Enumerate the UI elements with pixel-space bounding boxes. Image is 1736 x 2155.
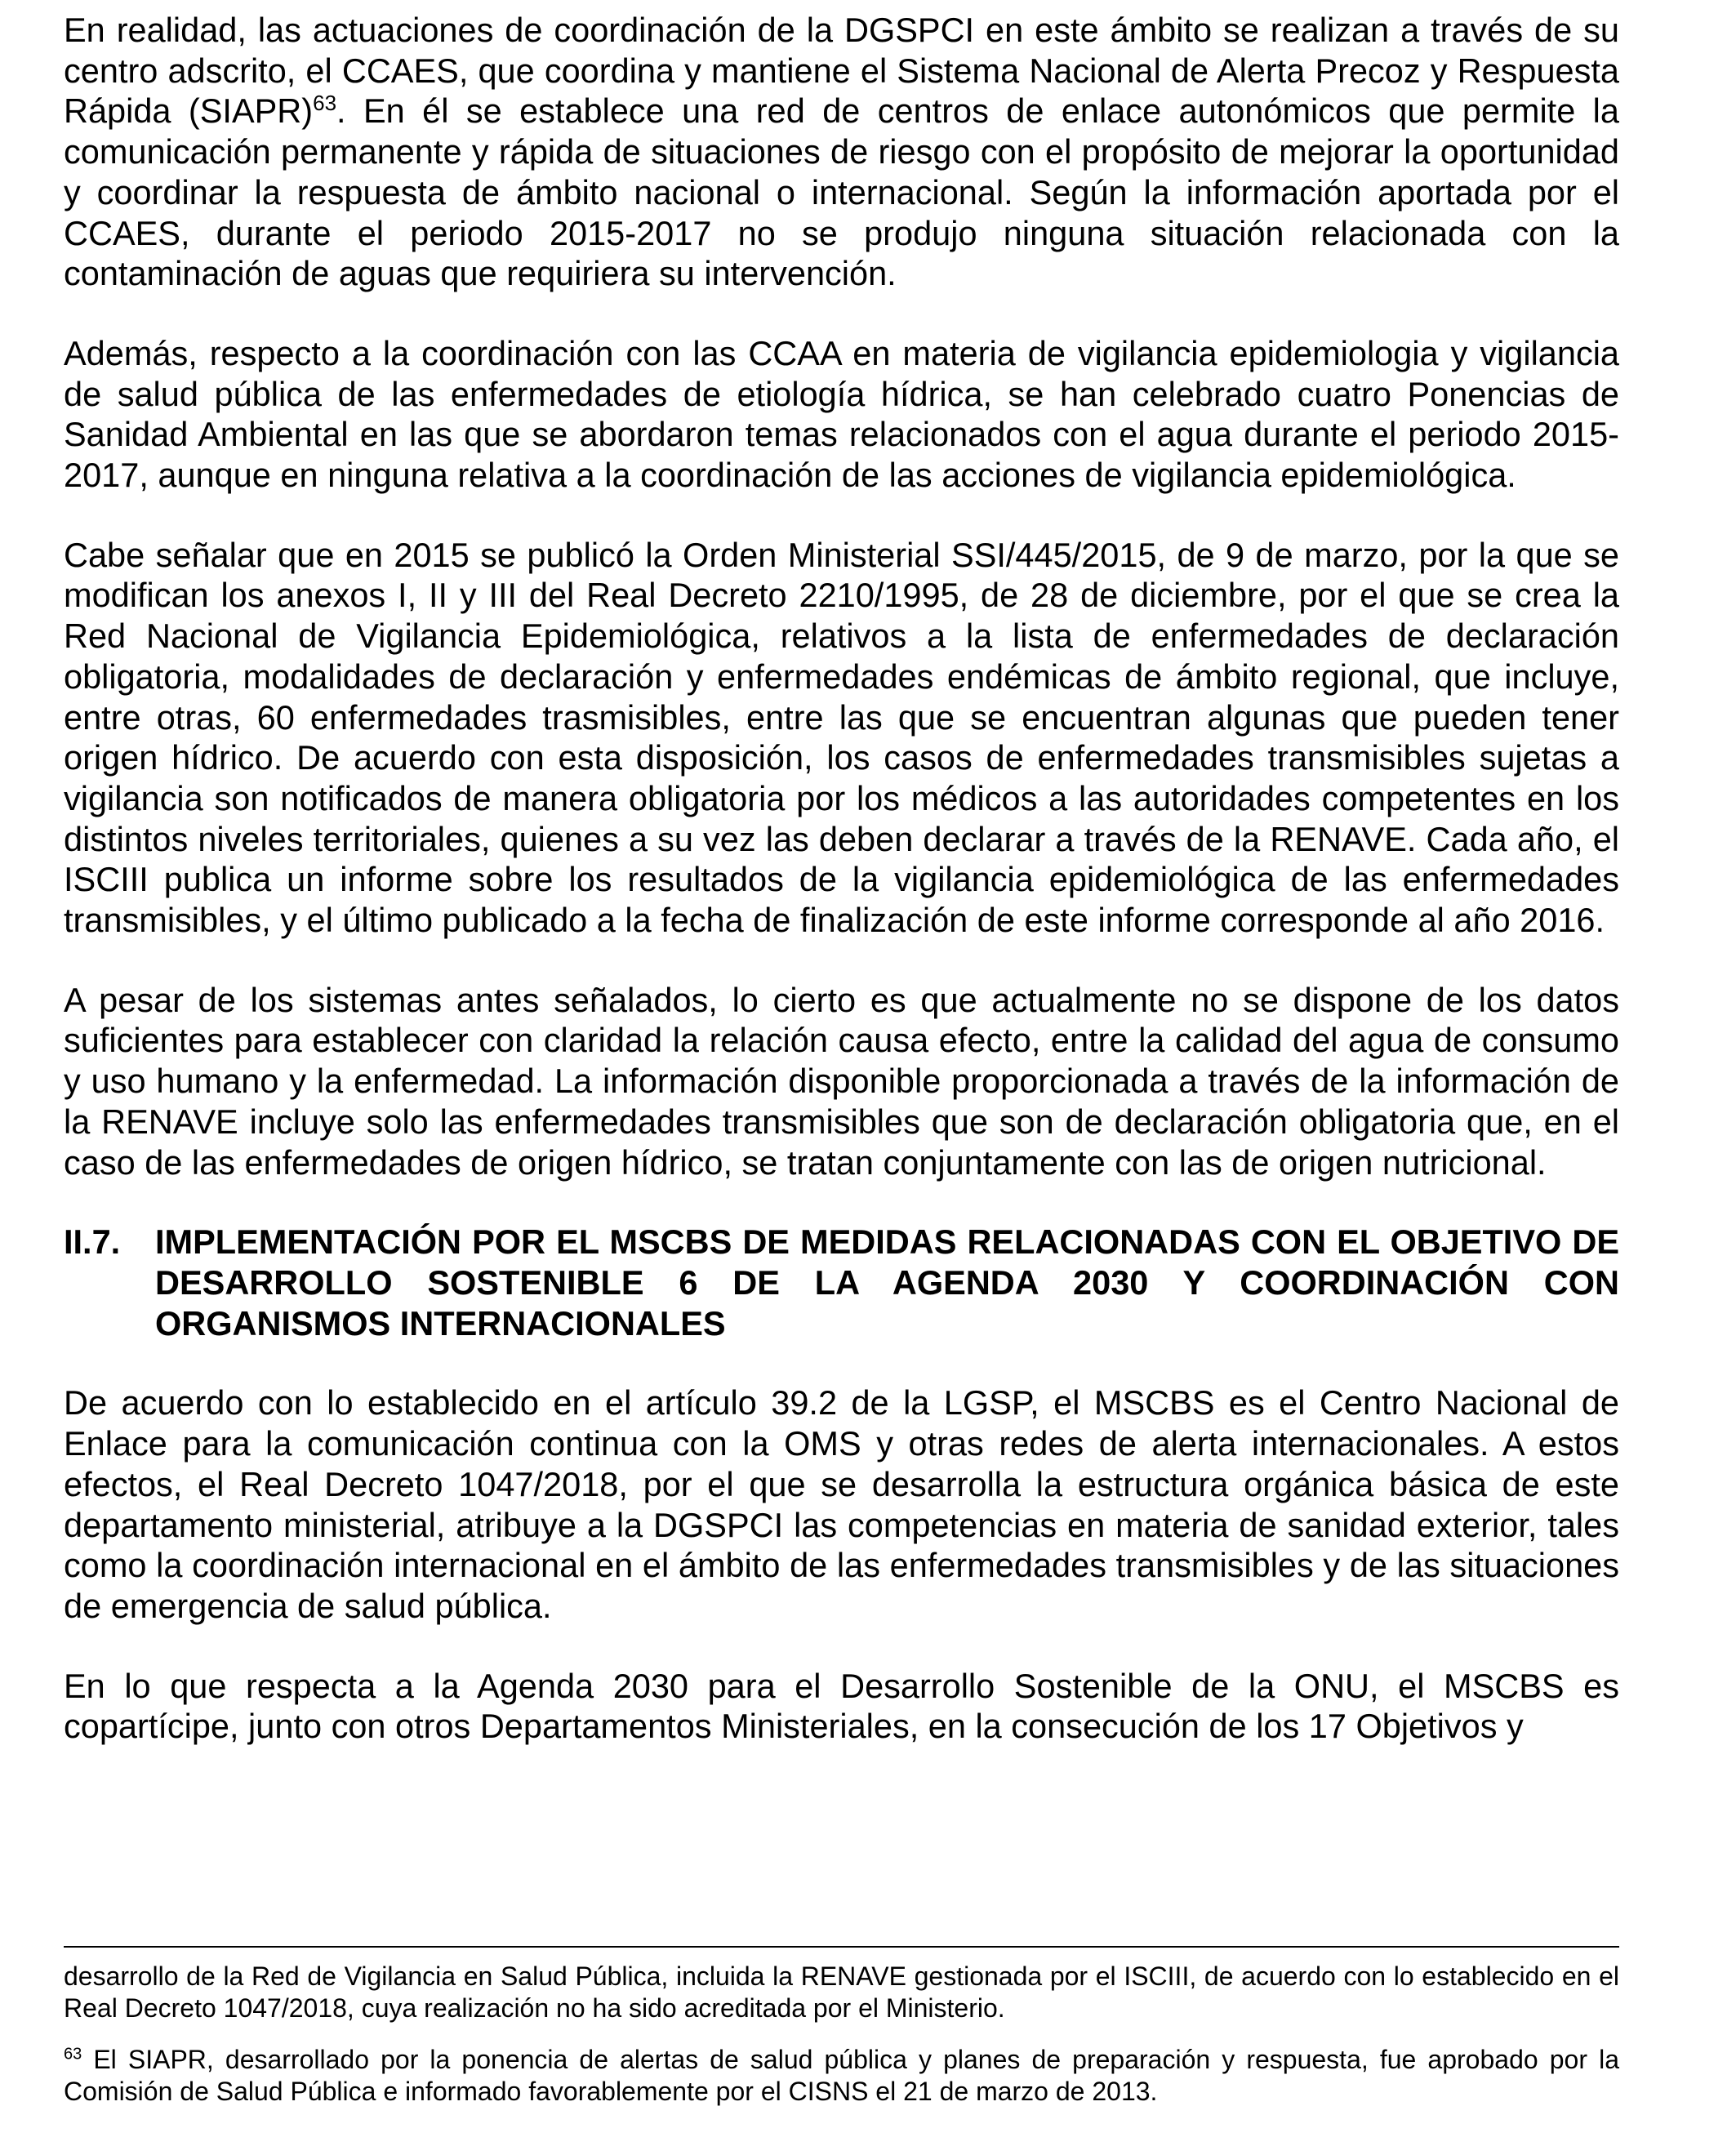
paragraph-agenda-2030: En lo que respecta a la Agenda 2030 para el Desarrollo Sostenible de la ONU, el MSCBS es copartícipe, junto con otros Departamentos Ministeriales, en la consecución de los 17 Objetivos y: [64, 1666, 1619, 1746]
footnotes-area: [64, 1946, 1619, 2107]
footnote-separator: [64, 1946, 1619, 1948]
section-number: II.7.: [64, 1222, 121, 1262]
footnote-63: $^{63}$ El SIAPR, desarrollado por la ponencia de alertas de salud pública y planes de preparación y respuesta, fue aprobado por la Comisión de Salud Pública e informado favorablemente por el CISNS el 21 de marzo de 2013.: [64, 2045, 1619, 2106]
section-title: IMPLEMENTACIÓN POR EL MSCBS DE MEDIDAS RELACIONADAS CON EL OBJETIVO DE DESARROLLO SOSTENIBLE 6 DE LA AGENDA 2030 Y COORDINACIÓN CON ORGANISMOS INTERNACIONALES: [155, 1222, 1619, 1342]
document-body: [64, 10, 1619, 1786]
footnote-marker-63: 63: [64, 2045, 82, 2064]
paragraph-ccaes-siapr: En realidad, las actuaciones de coordinación de la DGSPCI en este ámbito se realizan a través de su centro adscrito, el CCAES, que coordina y mantiene el Sistema Nacional de Alerta Precoz y Respuesta Rápida (SIAPR)$^{63}$. En él se establece una red de centros de enlace autonómicos que permite la comunicación permanente y rápida de situaciones de riesgo con el propósito de mejorar la oportunidad y coordinar la respuesta de ámbito nacional o internacional. Según la información aportada por el CCAES, durante el periodo 2015-2017 no se produjo ninguna situación relacionada con la contaminación de aguas que requiriera su intervención.: [64, 11, 1619, 293]
footnote-ref-63[interactable]: 63: [313, 91, 337, 116]
paragraph-orden-ministerial: Cabe señalar que en 2015 se publicó la Orden Ministerial SSI/445/2015, de 9 de marzo, por la que se modifican los anexos I, II y III del Real Decreto 2210/1995, de 28 de diciembre, por el que se crea la Red Nacional de Vigilancia Epidemiológica, relativos a la lista de enfermedades de declaración obligatoria, modalidades de declaración y enfermedades endémicas de ámbito regional, que incluye, entre otras, 60 enfermedades trasmisibles, entre las que se encuentran algunas que pueden tener origen hídrico. De acuerdo con esta disposición, los casos de enfermedades transmisibles sujetas a vigilancia son notificados de manera obligatoria por los médicos a las autoridades competentes en los distintos niveles territoriales, quienes a su vez las deben declarar a través de la RENAVE. Cada año, el ISCIII publica un informe sobre los resultados de la vigilancia epidemiológica de las enfermedades transmisibles, y el último publicado a la fecha de finalización de este informe corresponde al año 2016.: [64, 535, 1619, 940]
section-heading: [64, 1222, 1619, 1343]
paragraph-data-insufficiency: A pesar de los sistemas antes señalados, lo cierto es que actualmente no se dispone de los datos suficientes para establecer con claridad la relación causa efecto, entre la calidad del agua de consumo y uso humano y la enfermedad. La información disponible proporcionada a través de la información de la RENAVE incluye solo las enfermedades transmisibles que son de declaración obligatoria que, en el caso de las enfermedades de origen hídrico, se tratan conjuntamente con las de origen nutricional.: [64, 980, 1619, 1182]
paragraph-ccaa-coordination: Además, respecto a la coordinación con las CCAA en materia de vigilancia epidemiologia y vigilancia de salud pública de las enfermedades de etiología hídrica, se han celebrado cuatro Ponencias de Sanidad Ambiental en las que se abordaron temas relacionados con el agua durante el periodo 2015-2017, aunque en ninguna relativa a la coordinación de las acciones de vigilancia epidemiológica.: [64, 333, 1619, 495]
paragraph-lgsp-enlace: De acuerdo con lo establecido en el artículo 39.2 de la LGSP, el MSCBS es el Centro Nacional de Enlace para la comunicación continua con la OMS y otras redes de alerta internacionales. A estos efectos, el Real Decreto 1047/2018, por el que se desarrolla la estructura orgánica básica de este departamento ministerial, atribuye a la DGSPCI las competencias en materia de sanidad exterior, tales como la coordinación internacional en el ámbito de las enfermedades transmisibles y de las situaciones de emergencia de salud pública.: [64, 1383, 1619, 1625]
footnote-continued: desarrollo de la Red de Vigilancia en Salud Pública, incluida la RENAVE gestionada por el ISCIII, de acuerdo con lo establecido en el Real Decreto 1047/2018, cuya realización no ha sido acreditada por el Ministerio.: [64, 1961, 1619, 2023]
